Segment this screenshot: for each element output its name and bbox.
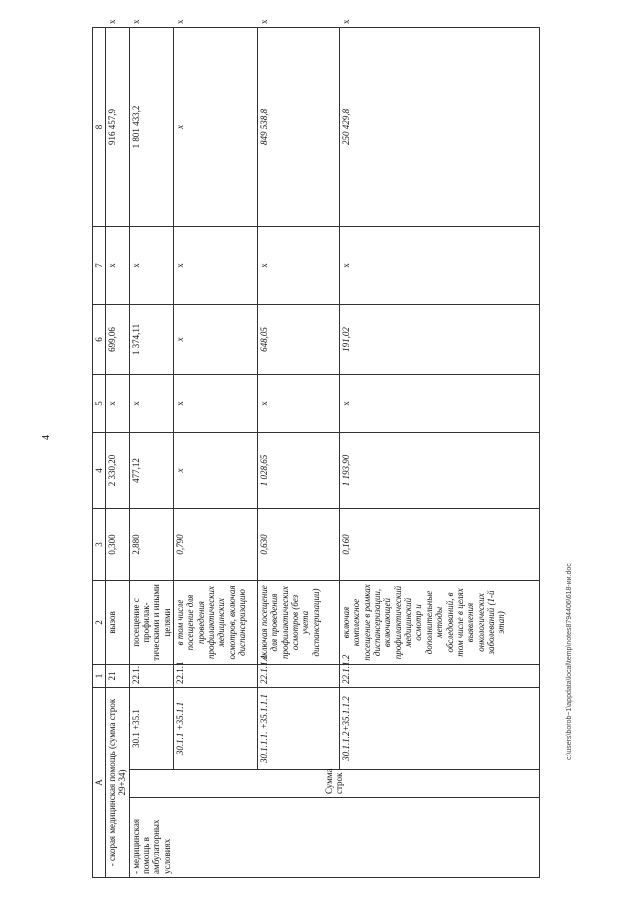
cell-col2: вызов — [106, 581, 130, 665]
cell-col3: 0,630 — [258, 509, 340, 581]
header-col-7: 7 — [93, 227, 106, 305]
table-row-outpatient-3: 30.1.1.1. +35.1.1.1 22.1.1.1 включая посещение для проведения профилактических осмотров (без учета диспансеризации) 0,630 1 028,65 x 648,05 x 849 538,8 x — [258, 28, 340, 878]
header-col-6: 6 — [93, 305, 106, 375]
cell-col4: 1 028,65 — [258, 433, 340, 509]
sum-of-rows-label: Сумма строк — [129, 770, 539, 798]
cell-col1: 22.1.1.1 — [258, 665, 340, 688]
cell-col8: 849 538,8 — [258, 28, 340, 227]
table-row-outpatient-2: 30.1.1 +35.1.1 22.1.1 в том числе посещение для проведения профилактических медицинских осмотров, включая диспансеризацию 0,790 x x x x x x — [174, 28, 258, 878]
table-row-ambulance: - скорая медицинская помощь (сумма строк 29+34) 21 вызов 0,300 2 330,20 x 699,06 x 916 457,9 x — [106, 28, 130, 878]
cell-col8: 916 457,9 — [106, 28, 130, 227]
cell-col2: в том числе посещение для проведения профилактических медицинских осмотров, включая диспансеризацию — [174, 581, 258, 665]
header-col-8: 8 — [93, 28, 106, 227]
cell-col6: 699,06 — [106, 305, 130, 375]
row-label-outpatient: - медицинская помощь в амбулаторных условиях — [129, 798, 539, 878]
cell-sum-ref: 30.1 +35.1 — [129, 688, 173, 770]
cell-col4: x — [174, 433, 258, 509]
header-col-4: 4 — [93, 433, 106, 509]
row-label-ambulance: - скорая медицинская помощь (сумма строк 29+34) — [106, 688, 130, 878]
header-col-3: 3 — [93, 509, 106, 581]
cell-col7: x — [174, 227, 258, 305]
rotated-table-container — [92, 19, 564, 878]
cell-col5: x — [106, 375, 130, 433]
cell-col8: x — [174, 28, 258, 227]
footer-file-path: c:\users\borob~1\appdata\local\temp\notes8794406\618-ии.doc — [566, 563, 573, 760]
cell-col6: x — [174, 305, 258, 375]
cell-col4: 477,12 — [129, 433, 173, 509]
cell-col1: 21 — [106, 665, 130, 688]
cell-col4: 2 330,20 — [106, 433, 130, 509]
header-col-2: 2 — [93, 581, 106, 665]
cell-col3: 2,880 — [129, 509, 173, 581]
cell-col4: 1 193,90 — [340, 433, 540, 509]
cell-col7: x — [340, 227, 540, 305]
cell-col5: x — [129, 375, 173, 433]
cell-col6: 191,02 — [340, 305, 540, 375]
cell-col1: 22.1. — [129, 665, 173, 688]
cell-col3: 0,790 — [174, 509, 258, 581]
header-col-1: 1 — [93, 665, 106, 688]
financing-table — [92, 19, 540, 878]
cell-col5: x — [340, 375, 540, 433]
cell-sum-ref: 30.1.1.2+35.1.1.2 — [340, 688, 540, 770]
cell-col7: x — [129, 227, 173, 305]
table-row-outpatient-4: 30.1.1.2+35.1.1.2 22.1.1.2 включая комплексное посещение в рамках диспансеризации, включающей профилактический медицинский осмотр и дополнительные методы обследований, в том числе в целях выявления онкологических заболеваний (1-й этап) 0,160 1 193,90 x 191,02 x 250 429,8 x — [340, 28, 540, 878]
cell-col5: x — [258, 375, 340, 433]
header-row — [93, 28, 106, 878]
cell-col1: 22.1.1 — [174, 665, 258, 688]
cell-col8: 250 429,8 — [340, 28, 540, 227]
cell-col8: 1 801 433,2 — [129, 28, 173, 227]
cell-col2: включая посещение для проведения профилактических осмотров (без учета диспансеризации) — [258, 581, 340, 665]
cell-sum-ref: 30.1.1 +35.1.1 — [174, 688, 258, 770]
cell-col6: 1 374,11 — [129, 305, 173, 375]
cell-col7: x — [258, 227, 340, 305]
cell-sum-ref: 30.1.1.1. +35.1.1.1 — [258, 688, 340, 770]
cell-col2: включая комплексное посещение в рамках диспансеризации, включающей профилактический медицинский осмотр и дополнительные методы обследований, в том числе в целях выявления онкологических заболеваний (1-й этап) — [340, 581, 540, 665]
cell-col7: x — [106, 227, 130, 305]
cell-col1: 22.1.1.2 — [340, 665, 540, 688]
cell-col3: 0,300 — [106, 509, 130, 581]
cell-col6: 648,05 — [258, 305, 340, 375]
cell-col5: x — [174, 375, 258, 433]
header-col-5: 5 — [93, 375, 106, 433]
cell-col2: посещение с профилак-тическими и иными целями — [129, 581, 173, 665]
cell-col3: 0,160 — [340, 509, 540, 581]
table-row-outpatient-1: - медицинская помощь в амбулаторных условиях Сумма строк 30.1 +35.1 22.1. посещение с профилак-тическими и иными целями 2,880 477,12 x 1 374,11 x 1 801 433,2 x — [129, 28, 173, 878]
header-col-a: А — [93, 688, 106, 878]
page-number: 4 — [41, 435, 52, 440]
